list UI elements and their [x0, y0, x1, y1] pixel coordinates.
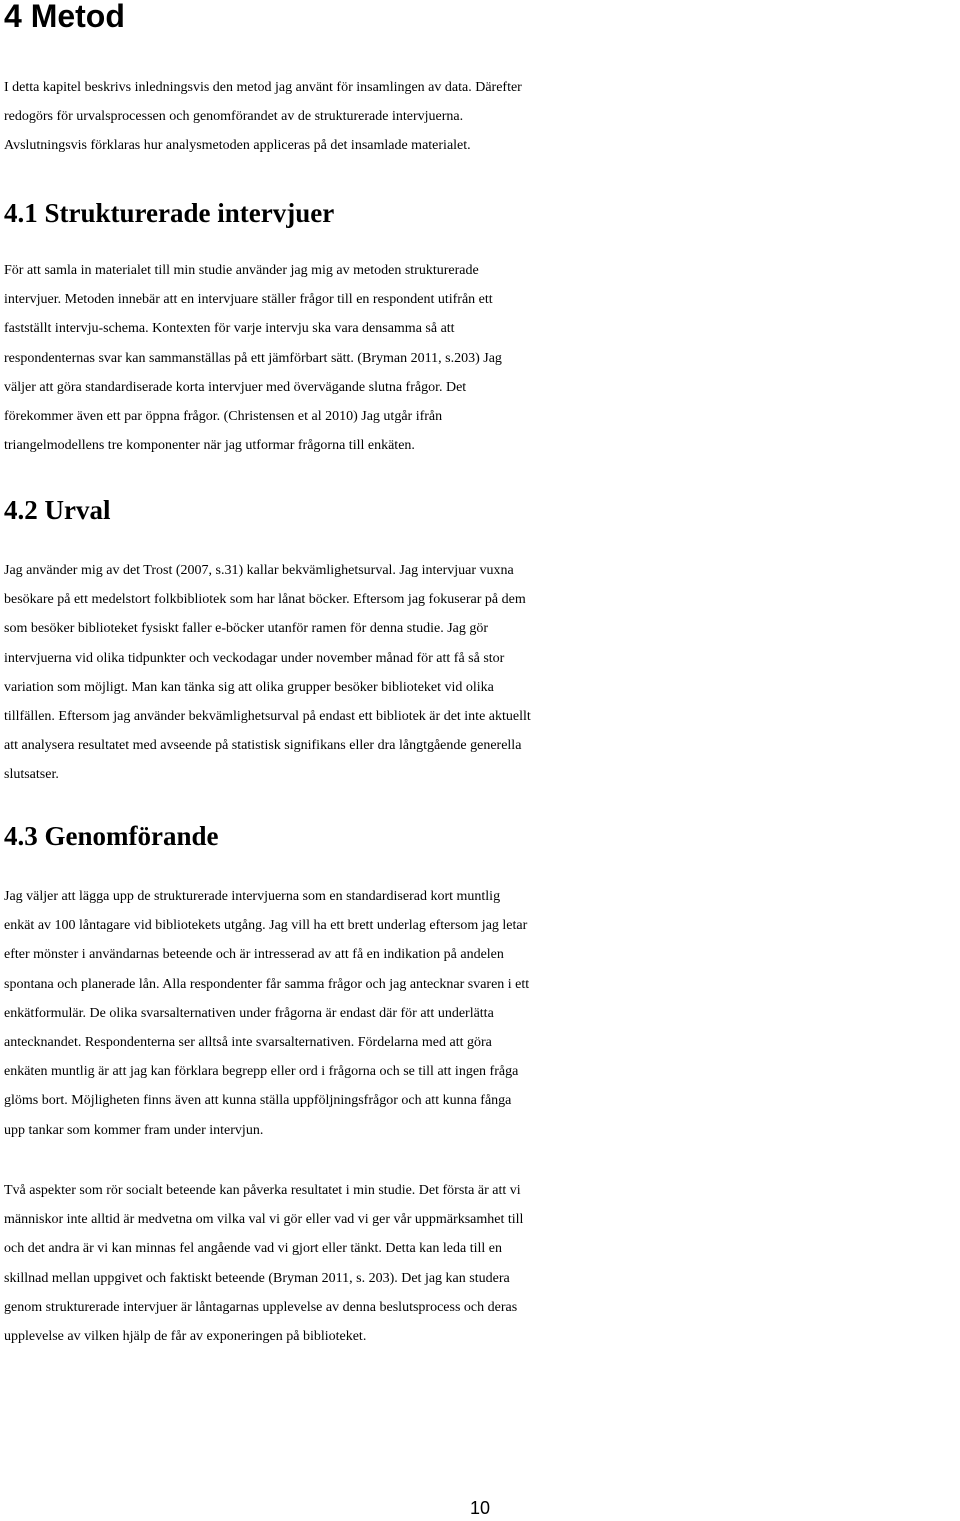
text-line: antecknandet. Respondenterna ser alltså inte svarsalternativen. Fördelarna med att göra	[4, 1034, 492, 1050]
text-line: variation som möjligt. Man kan tänka sig att olika grupper besöker biblioteket vid olika	[4, 679, 494, 695]
text-line: förekommer även ett par öppna frågor. (Christensen et al 2010) Jag utgår ifrån	[4, 408, 443, 424]
text-line: skillnad mellan uppgivet och faktiskt beteende (Bryman 2011, s. 203). Det jag kan studera	[4, 1270, 510, 1286]
text-line: att analysera resultatet med avseende på statistisk signifikans eller dra långtgående generella	[4, 738, 522, 754]
text-line: enkäten muntlig är att jag kan förklara begrepp eller ord i frågorna och se till att ingen fråga	[4, 1064, 519, 1080]
text-line: I detta kapitel beskrivs inledningsvis den metod jag använt för insamlingen av data. Därefter	[4, 80, 522, 95]
text-line: Jag använder mig av det Trost (2007, s.31) kallar bekvämlighetsurval. Jag intervjuar vuxna	[4, 563, 514, 578]
section-heading-4-1: 4.1 Strukturerade intervjuer	[4, 198, 335, 228]
section-4-1-paragraph	[4, 256, 960, 460]
text-line: spontana och planerade lån. Alla respondenter får samma frågor och jag antecknar svaren i ett	[4, 976, 530, 992]
text-line: intervjuer. Metoden innebär att en intervjuare ställer frågor till en respondent utifrån ett	[4, 292, 493, 308]
text-line: och det andra är vi kan minnas fel angående vad vi gjort eller tänkt. Detta kan leda till en	[4, 1241, 502, 1257]
text-line: redogörs för urvalsprocessen och genomförandet av de strukturerade intervjuerna.	[4, 109, 464, 125]
text-line: fastställt intervju-schema. Kontexten för varje intervju ska vara densamma så att	[4, 321, 455, 337]
section-heading-4-2: 4.2 Urval	[4, 495, 111, 525]
text-line: upplevelse av vilken hjälp de får av exponeringen på biblioteket.	[4, 1328, 367, 1344]
page-number: 10	[469, 1498, 491, 1518]
text-line: enkät av 100 låntagare vid bibliotekets utgång. Jag vill ha ett brett underlag eftersom jag letar	[4, 918, 528, 934]
chapter-title: 4 Metod	[4, 0, 125, 34]
text-line: slutsatser.	[4, 767, 59, 783]
intro-paragraph	[4, 73, 960, 161]
text-line: respondenternas svar kan sammanställas på ett jämförbart sätt. (Bryman 2011, s.203) Jag	[4, 350, 502, 366]
text-line: besökare på ett medelstort folkbibliotek som har lånat böcker. Eftersom jag fokuserar på dem	[4, 592, 526, 608]
text-line: Avslutningsvis förklaras hur analysmetoden appliceras på det insamlade materialet.	[4, 138, 471, 154]
text-line: väljer att göra standardiserade korta intervjuer med övervägande slutna frågor. Det	[4, 379, 467, 395]
text-line: människor inte alltid är medvetna om vilka val vi gör eller vad vi ger vår uppmärksamhet till	[4, 1212, 524, 1228]
text-line: För att samla in materialet till min studie använder jag mig av metoden strukturerade	[4, 263, 479, 278]
text-line: tillfällen. Eftersom jag använder bekvämlighetsurval på endast ett bibliotek är det inte aktuellt	[4, 708, 531, 724]
text-line: enkätformulär. De olika svarsalternativen under frågorna är endast där för att underlätta	[4, 1005, 494, 1021]
section-4-2-paragraph	[4, 556, 960, 790]
text-line: Två aspekter som rör socialt beteende kan påverka resultatet i min studie. Det första är att vi	[4, 1183, 521, 1198]
section-heading-4-3: 4.3 Genomförande	[4, 821, 219, 851]
text-line: upp tankar som kommer fram under intervjun.	[4, 1122, 264, 1138]
text-line: intervjuerna vid olika tidpunkter och veckodagar under november månad för att få så stor	[4, 650, 505, 666]
text-line: glöms bort. Möjligheten finns även att kunna ställa uppföljningsfrågor och att kunna fånga	[4, 1093, 512, 1109]
text-line: triangelmodellens tre komponenter när jag utformar frågorna till enkäten.	[4, 438, 415, 454]
text-line: genom strukturerade intervjuer är låntagarnas upplevelse av denna beslutsprocess och deras	[4, 1299, 518, 1315]
text-line: efter mönster i användarnas beteende och är intresserad av att få en indikation på andelen	[4, 947, 504, 963]
section-4-3-paragraph-2	[4, 1176, 960, 1351]
text-line: Jag väljer att lägga upp de strukturerade intervjuerna som en standardiserad kort muntlig	[4, 889, 501, 904]
text-line: som besöker biblioteket fysiskt faller e-böcker utanför ramen för denna studie. Jag gör	[4, 621, 489, 637]
section-4-3-paragraph-1	[4, 882, 960, 1145]
